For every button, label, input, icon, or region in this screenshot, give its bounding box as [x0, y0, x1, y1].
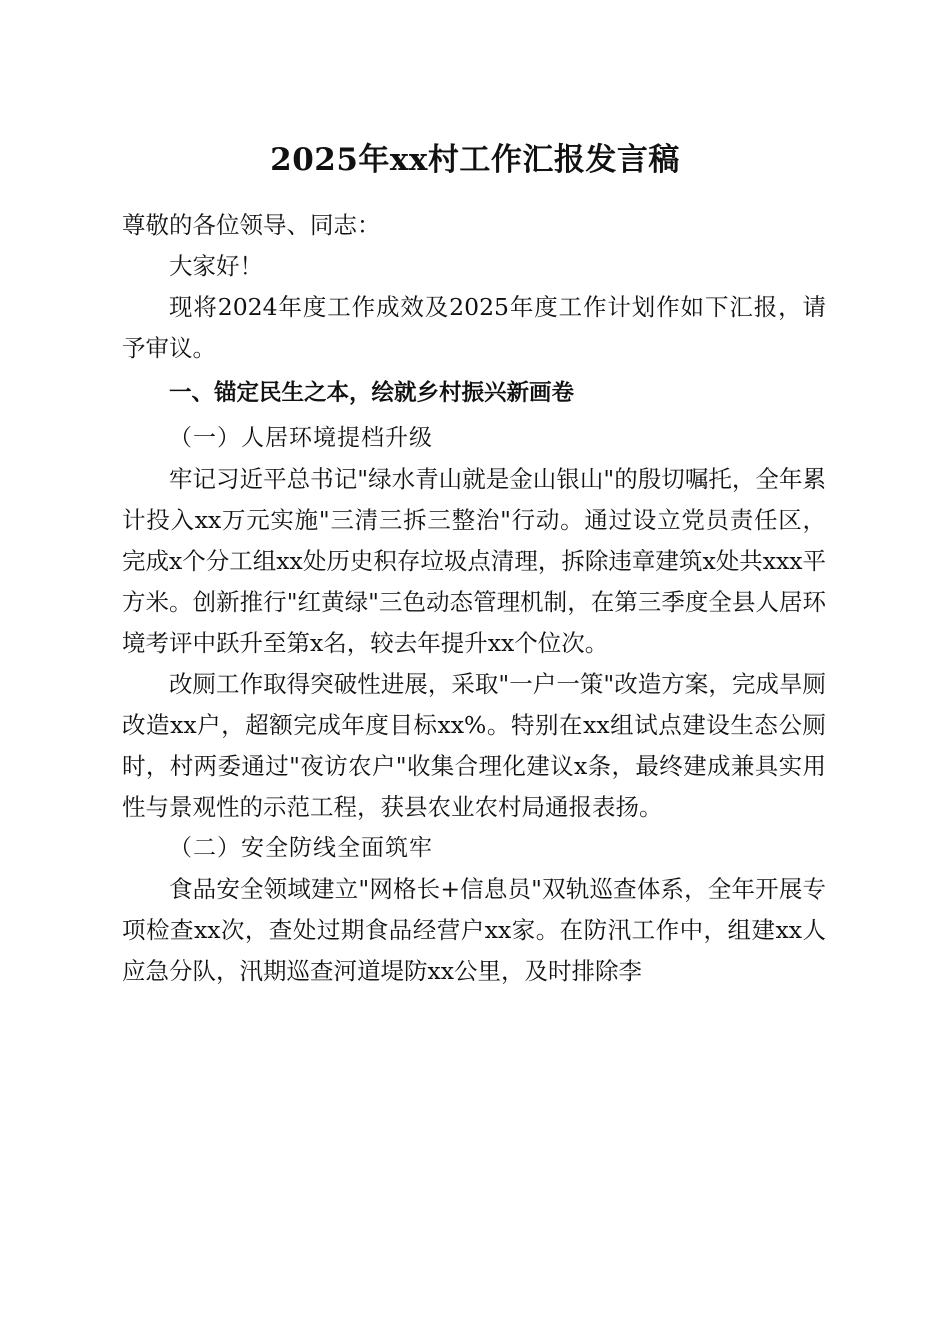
subsection-heading-2: （二）安全防线全面筑牢: [169, 835, 433, 861]
subsection-heading-1: （一）人居环境提档升级: [169, 425, 433, 451]
intro-paragraph: 现将2024年度工作成效及2025年度工作计划作如下汇报，请予审议。: [122, 293, 826, 362]
paragraph-toilet-reform: 改厕工作取得突破性进展，采取"一户一策"改造方案，完成旱厕改造xx户，超额完成年度目标xx%。特别在xx组试点建设生态公厕时，村两委通过"夜访农户"收集合理化建议x条，最终建成兼具实用性与景观性的示范工程，获县农业农村局通报表扬。: [122, 670, 826, 821]
document-title: 2025年xx村工作汇报发言稿: [270, 142, 680, 178]
greeting: 大家好！: [169, 252, 263, 280]
document-body: [122, 205, 826, 992]
paragraph-environment: 牢记习近平总书记"绿水青山就是金山银山"的殷切嘱托，全年累计投入xx万元实施"三清三拆三整治"行动。通过设立党员责任区，完成x个分工组xx处历史积存垃圾点清理，拆除违章建筑x处共xxx平方米。创新推行"红黄绿"三色动态管理机制，在第三季度全县人居环境考评中跃升至第x名，较去年提升xx个位次。: [122, 465, 826, 657]
salutation: 尊敬的各位领导、同志：: [122, 211, 381, 239]
section-heading-1: 一、锚定民生之本，绘就乡村振兴新画卷: [169, 380, 575, 406]
paragraph-safety: 食品安全领域建立"网格长+信息员"双轨巡查体系，全年开展专项检查xx次，查处过期食品经营户xx家。在防汛工作中，组建xx人应急分队，汛期巡查河道堤防xx公里，及时排除李: [122, 875, 826, 985]
